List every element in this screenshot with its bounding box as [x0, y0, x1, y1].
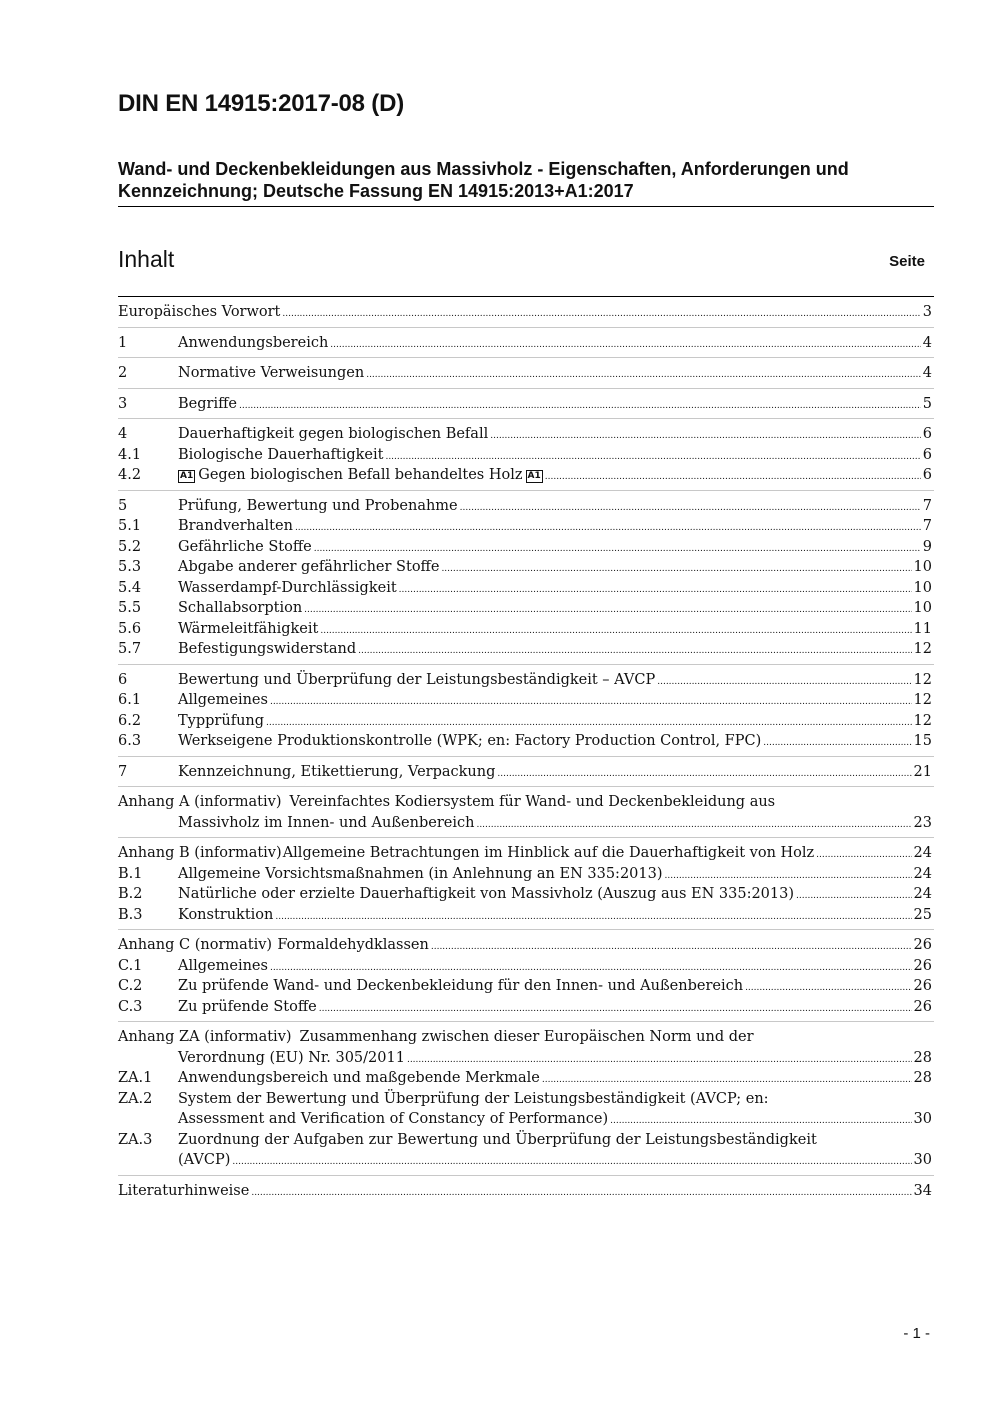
toc-leader-dots — [745, 976, 911, 999]
toc-leader-dots — [282, 302, 920, 325]
toc-entry-number: 5.3 — [118, 559, 142, 575]
toc-top-divider — [118, 296, 934, 297]
toc-entry-title: Normative Verweisungen — [178, 365, 365, 381]
toc-group-divider — [118, 664, 934, 665]
toc-group-gap — [118, 1171, 932, 1181]
toc-group-gap — [118, 660, 932, 670]
toc-leader-dots — [796, 884, 912, 907]
toc-entry[interactable] — [118, 843, 932, 864]
toc-page-number: 24 — [913, 845, 932, 861]
toc-entry-title: Begriffe — [178, 395, 237, 412]
toc-group-divider — [118, 929, 934, 930]
toc-leader-dots — [270, 956, 912, 979]
toc-page-number: 23 — [913, 814, 932, 831]
toc-entry[interactable] — [118, 956, 932, 977]
toc-entry-number: 4 — [118, 426, 128, 442]
toc-page-number: 26 — [913, 978, 932, 994]
toc-entry[interactable] — [118, 670, 932, 691]
toc-entry-title: Dauerhaftigkeit gegen biologischen Befall — [178, 426, 489, 442]
toc-entry-number: ZA.3 — [118, 1131, 153, 1148]
toc-entry-number: 6.1 — [118, 692, 142, 708]
toc-page-number: 25 — [913, 906, 932, 923]
toc-entry[interactable] — [118, 1068, 932, 1089]
toc-leader-dots — [490, 424, 921, 447]
toc-leader-dots — [266, 711, 912, 734]
toc-page-number: 3 — [922, 304, 932, 320]
toc-annex-label: Anhang C (normativ) — [118, 937, 273, 953]
toc-leader-dots — [545, 465, 921, 488]
toc-entry-number: 2 — [118, 365, 128, 381]
toc-entry-number: C.2 — [118, 978, 143, 994]
toc-entry-title: Allgemeines — [178, 957, 268, 974]
toc-leader-dots — [441, 557, 911, 580]
toc-page-number: 24 — [913, 865, 932, 882]
toc-leader-dots — [497, 762, 911, 785]
toc-entry[interactable] — [118, 813, 932, 834]
toc-group-divider — [118, 327, 934, 328]
toc-leader-dots — [385, 445, 920, 468]
toc-entry[interactable] — [118, 792, 932, 813]
toc-leader-dots — [657, 670, 911, 693]
toc-entry[interactable] — [118, 619, 932, 640]
toc-entry-number: 5.2 — [118, 538, 142, 555]
toc-entry[interactable] — [118, 496, 932, 517]
toc-leader-dots — [239, 394, 921, 417]
document-subtitle: Wand- und Deckenbekleidungen aus Massivholz - Eigenschaften, Anforderungen und Kennzeichnung; Deutsche Fassung EN 14915:2013+A1:2017 — [118, 159, 849, 201]
toc-heading: Inhalt — [118, 246, 175, 272]
toc-page-number: 24 — [913, 886, 932, 902]
toc-entry-title: Allgemeines — [178, 692, 268, 708]
toc-group-divider — [118, 490, 934, 491]
toc-entry-title: Massivholz im Innen- und Außenbereich — [178, 814, 475, 831]
toc-group-gap — [118, 486, 932, 496]
toc-entry-title: Kennzeichnung, Etikettierung, Verpackung — [178, 763, 496, 780]
toc-entry[interactable] — [118, 598, 932, 619]
toc-leader-dots — [399, 578, 912, 601]
toc-entry[interactable] — [118, 1089, 932, 1110]
toc-leader-dots — [330, 333, 920, 356]
toc-entry-title: Werkseigene Produktionskontrolle (WPK; en: Factory Production Control, FPC) — [178, 733, 762, 749]
toc-group-gap — [118, 782, 932, 792]
toc-page-number: 9 — [922, 538, 932, 555]
toc-page-number: 6 — [922, 426, 932, 442]
toc-leader-dots — [275, 905, 911, 928]
toc-leader-dots — [476, 813, 911, 836]
toc-leader-dots — [542, 1068, 912, 1091]
toc-page-number: 26 — [913, 998, 932, 1015]
toc-entry[interactable] — [118, 639, 932, 660]
toc-annex-label: Anhang ZA (informativ) — [118, 1029, 292, 1045]
toc-leader-dots — [251, 1181, 911, 1204]
toc-page-number: 11 — [913, 620, 932, 637]
toc-entry-title: Brandverhalten — [178, 518, 293, 534]
toc-entry-number: B.3 — [118, 906, 143, 923]
toc-entry-number: B.2 — [118, 886, 143, 902]
toc-entry-number: 6.3 — [118, 733, 142, 749]
toc-entry[interactable] — [118, 864, 932, 885]
toc-leader-dots — [270, 690, 912, 713]
toc-entry-number: C.1 — [118, 957, 143, 974]
toc-group-gap — [118, 833, 932, 843]
toc-entry-number: 4.2 — [118, 467, 142, 483]
toc-group-divider — [118, 756, 934, 757]
toc-entry-number: 5.1 — [118, 518, 142, 534]
toc-entry-title: Typprüfung — [178, 712, 265, 729]
toc-entry-title: Anwendungsbereich — [178, 334, 329, 351]
toc-entry-number: ZA.2 — [118, 1090, 153, 1107]
toc-entry-title: Prüfung, Bewertung und Probenahme — [178, 497, 458, 514]
toc-entry[interactable] — [118, 424, 932, 445]
toc-entry[interactable] — [118, 516, 932, 537]
toc-entry[interactable] — [118, 465, 932, 486]
toc-leader-dots — [314, 537, 921, 560]
toc-leader-dots — [431, 935, 912, 958]
toc-leader-dots — [763, 731, 911, 754]
toc-entry-title: Wasserdampf-Durchlässigkeit — [178, 579, 397, 596]
toc-entry-title: Europäisches Vorwort — [118, 304, 281, 320]
toc-leader-dots — [610, 1109, 911, 1132]
toc-entry[interactable] — [118, 578, 932, 599]
toc-entry-number: 4.1 — [118, 446, 142, 463]
toc-entry[interactable] — [118, 690, 932, 711]
toc-entry[interactable] — [118, 394, 932, 415]
toc-entry[interactable] — [118, 762, 932, 783]
toc-entry[interactable] — [118, 557, 932, 578]
toc-annex-label: Anhang A (informativ) — [118, 794, 282, 810]
toc-entry[interactable] — [118, 731, 932, 752]
page-column-label: Seite — [889, 253, 925, 270]
toc-entry[interactable] — [118, 976, 932, 997]
toc-page-number: 10 — [913, 579, 932, 596]
toc-entry-number: 5.5 — [118, 600, 142, 616]
toc-entry-title: Abgabe anderer gefährlicher Stoffe — [178, 559, 440, 575]
toc-leader-dots — [319, 997, 912, 1020]
toc-group-divider — [118, 837, 934, 838]
toc-entry[interactable] — [118, 363, 932, 384]
toc-entry[interactable] — [118, 1181, 932, 1202]
toc-page-number: 7 — [922, 497, 932, 514]
toc-entry[interactable] — [118, 445, 932, 466]
toc-page-number: 6 — [922, 467, 932, 483]
toc-page-number: 26 — [913, 957, 932, 974]
toc-leader-dots — [407, 1048, 912, 1071]
toc-entry-number: 7 — [118, 763, 128, 780]
toc-page-number: 30 — [913, 1152, 932, 1168]
toc-entry[interactable] — [118, 1130, 932, 1151]
toc-leader-dots — [320, 619, 911, 642]
toc-group-gap — [118, 752, 932, 762]
toc-page-number: 26 — [913, 937, 932, 953]
toc-page-number: 4 — [922, 365, 932, 381]
toc-entry-title: Gegen biologischen Befall behandeltes Holz — [198, 467, 523, 483]
toc-group-divider — [118, 1175, 934, 1176]
toc-leader-dots — [366, 363, 921, 386]
toc-page-number: 34 — [913, 1182, 932, 1199]
toc-entry-title: Zu prüfende Stoffe — [178, 998, 317, 1015]
toc-leader-dots — [816, 843, 911, 866]
toc-entry-title: Konstruktion — [178, 906, 274, 923]
toc-page-number: 4 — [922, 334, 932, 351]
toc-entry-title: Wärmeleitfähigkeit — [178, 620, 319, 637]
toc-entry-title: Natürliche oder erzielte Dauerhaftigkeit von Massivholz (Auszug aus EN 335:2013) — [178, 886, 795, 902]
toc-entry-title: (AVCP) — [178, 1152, 231, 1168]
toc-page-number: 30 — [913, 1111, 932, 1127]
toc-entry-title: Zu prüfende Wand- und Deckenbekleidung für den Innen- und Außenbereich — [178, 978, 744, 994]
toc-entry-number: 3 — [118, 395, 128, 412]
toc-entry-title: Befestigungswiderstand — [178, 641, 357, 657]
toc-entry-title: Allgemeine Vorsichtsmaßnahmen (in Anlehnung an EN 335:2013) — [178, 865, 663, 882]
toc-leader-dots — [358, 639, 911, 662]
toc-group-gap — [118, 1017, 932, 1027]
toc-page-number: 28 — [913, 1070, 932, 1086]
amendment-end-icon: A1 — [527, 471, 541, 481]
toc-entry-title: Bewertung und Überprüfung der Leistungsbeständigkeit – AVCP — [178, 671, 656, 688]
toc-entry-title: Formaldehydklassen — [277, 937, 429, 953]
toc-page-number: 15 — [913, 733, 932, 749]
toc-group-gap — [118, 414, 932, 424]
toc-entry[interactable] — [118, 302, 932, 323]
toc-annex-label: Anhang B (informativ) — [118, 845, 282, 861]
toc-entry-number: 5.4 — [118, 579, 142, 596]
toc-page-number: 12 — [913, 641, 932, 657]
toc-page-number: 28 — [913, 1049, 932, 1066]
document-title: DIN EN 14915:2017-08 (D) — [118, 90, 405, 117]
toc-entry[interactable] — [118, 905, 932, 926]
toc-entry-title: Zuordnung der Aufgaben zur Bewertung und Überprüfung der Leistungsbeständigkeit — [178, 1131, 817, 1148]
toc-entry[interactable] — [118, 935, 932, 956]
toc-leader-dots — [460, 496, 921, 519]
toc-group-gap — [118, 384, 932, 394]
toc-entry[interactable] — [118, 997, 932, 1018]
toc-group-divider — [118, 1021, 934, 1022]
toc-page-number: 12 — [913, 712, 932, 729]
toc-group-divider — [118, 388, 934, 389]
toc-page-number: 10 — [913, 600, 932, 616]
toc-leader-dots — [232, 1150, 911, 1173]
toc-entry-number: C.3 — [118, 998, 143, 1015]
toc-entry-number: 6.2 — [118, 712, 142, 729]
toc-page-number: 5 — [922, 395, 932, 412]
toc-entry[interactable] — [118, 1150, 932, 1171]
toc-group-gap — [118, 925, 932, 935]
toc-group-divider — [118, 418, 934, 419]
toc-entry-number: 1 — [118, 334, 128, 351]
toc-entry-title: Zusammenhang zwischen dieser Europäischen Norm und der — [299, 1029, 754, 1045]
toc-page-number: 21 — [913, 763, 932, 780]
toc-entry-number: 5.6 — [118, 620, 142, 637]
table-of-contents — [118, 302, 932, 1201]
toc-leader-dots — [665, 864, 912, 887]
toc-entry-title: Literaturhinweise — [118, 1182, 250, 1199]
toc-page-number: 6 — [922, 446, 932, 463]
toc-entry[interactable] — [118, 537, 932, 558]
toc-page-number: 12 — [913, 671, 932, 688]
toc-entry-title: Assessment and Verification of Constancy of Performance) — [178, 1111, 609, 1127]
toc-group-divider — [118, 786, 934, 787]
toc-entry[interactable] — [118, 884, 932, 905]
toc-entry-number: 5.7 — [118, 641, 142, 657]
toc-entry-title: Vereinfachtes Kodiersystem für Wand- und Deckenbekleidung aus — [289, 794, 776, 810]
toc-leader-dots — [304, 598, 911, 621]
toc-group-gap — [118, 353, 932, 363]
toc-entry-title: Gefährliche Stoffe — [178, 538, 312, 555]
toc-page-number: 12 — [913, 692, 932, 708]
toc-entry-title: Biologische Dauerhaftigkeit — [178, 446, 384, 463]
page-number: - 1 - — [903, 1325, 930, 1342]
toc-entry-title: System der Bewertung und Überprüfung der Leistungsbeständigkeit (AVCP; en: — [178, 1090, 769, 1107]
toc-page-number: 7 — [922, 518, 932, 534]
toc-entry-number: B.1 — [118, 865, 143, 882]
toc-entry-number: 6 — [118, 671, 128, 688]
toc-entry-title: Verordnung (EU) Nr. 305/2011 — [178, 1049, 405, 1066]
toc-entry-title: Anwendungsbereich und maßgebende Merkmale — [178, 1070, 540, 1086]
toc-entry[interactable] — [118, 1109, 932, 1130]
toc-entry[interactable] — [118, 1048, 932, 1069]
toc-entry[interactable] — [118, 1027, 932, 1048]
toc-group-gap — [118, 323, 932, 333]
toc-group-divider — [118, 357, 934, 358]
toc-entry-number: ZA.1 — [118, 1070, 153, 1086]
toc-entry-number: 5 — [118, 497, 128, 514]
toc-entry[interactable] — [118, 333, 932, 354]
toc-entry[interactable] — [118, 711, 932, 732]
amendment-start-icon: A1 — [180, 471, 194, 481]
toc-entry-title: Schallabsorption — [178, 600, 303, 616]
toc-leader-dots — [295, 516, 921, 539]
toc-entry-title: Allgemeine Betrachtungen im Hinblick auf die Dauerhaftigkeit von Holz — [282, 845, 815, 861]
title-divider — [118, 206, 934, 207]
toc-page-number: 10 — [913, 559, 932, 575]
